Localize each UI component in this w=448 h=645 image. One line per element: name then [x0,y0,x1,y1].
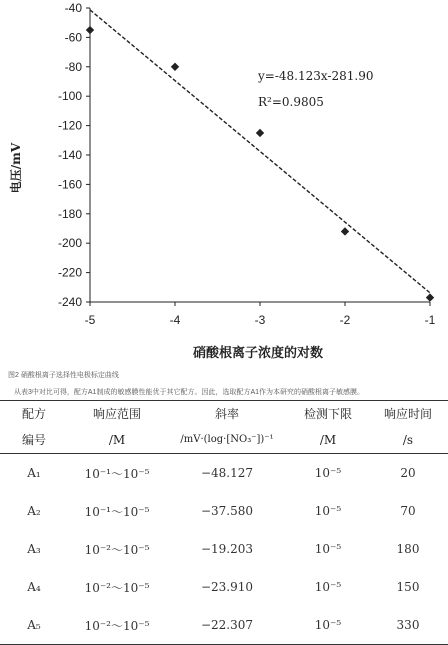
cell-slope: −22.307 [200,618,254,632]
cell-slope: −23.910 [200,580,254,594]
data-point [426,293,434,301]
cell-limit: 10⁻⁵ [314,542,342,556]
figure-caption: 图2 硝酸根离子选择性电极标定曲线 [8,372,119,379]
y-tick-label: -240 [57,295,82,309]
y-tick-label: -140 [57,148,82,162]
x-tick-label: -2 [339,313,351,327]
header-detection-limit: 检测下限 [303,407,352,421]
y-tick-label: -80 [64,59,82,74]
header-time-unit: /s [402,433,414,447]
cell-id: A₄ [27,580,41,594]
cell-slope: −19.203 [200,542,254,556]
x-axis-title: 硝酸根离子浓度的对数 [192,346,324,361]
table-row [0,454,448,493]
cell-time: 180 [396,542,420,556]
x-tick-label: -1 [424,313,436,327]
fit-r-squared: R²=0.9805 [258,95,324,109]
body-text: 从表3中对比可得，配方A1制成的敏感膜性能优于其它配方。因此，选取配方A1作为本研究的硝酸根离子敏感膜。 [14,389,365,396]
cell-limit: 10⁻⁵ [314,466,342,480]
x-tick-label: -5 [84,313,96,327]
cell-limit: 10⁻⁵ [314,618,342,632]
x-tick-label: -4 [169,313,181,327]
y-tick-label: -100 [57,89,82,104]
formula-table [0,400,448,645]
y-tick-label: -220 [57,265,82,280]
cell-slope: −37.580 [200,504,254,518]
cell-limit: 10⁻⁵ [314,504,342,518]
cell-id: A₁ [27,466,41,480]
data-point [256,129,264,137]
y-tick-label: -160 [57,177,82,192]
table-row [0,568,448,606]
x-tick-label: -3 [254,313,266,327]
header-formula-id-2: 编号 [21,433,46,447]
header-formula-id: 配方 [21,407,46,421]
y-tick-label: -120 [57,118,82,133]
fit-line [90,10,430,293]
cell-id: A₅ [27,618,41,632]
chart-axes [58,1,436,327]
cell-range: 10⁻²～10⁻⁵ [84,542,150,557]
cell-limit: 10⁻⁵ [314,580,342,594]
table-row [0,492,448,530]
header-limit-unit: /M [319,433,337,447]
table-header-units-row [0,427,448,454]
chart-marks [86,10,434,302]
cell-id: A₃ [27,542,41,556]
data-point [86,26,94,34]
y-tick-label: -180 [57,206,82,221]
fit-equation: y=-48.123x-281.90 [258,69,374,83]
table-header-row [0,401,448,428]
header-slope: 斜率 [214,407,239,421]
header-response-time: 响应时间 [383,407,432,421]
cell-range: 10⁻²～10⁻⁵ [84,618,150,633]
y-tick-label: -200 [57,236,82,251]
cell-range: 10⁻¹～10⁻⁵ [84,466,150,481]
cell-range: 10⁻²～10⁻⁵ [84,580,150,595]
cell-time: 330 [396,618,420,632]
table-row [0,530,448,568]
data-point [341,227,349,235]
header-range-unit: /M [108,433,126,447]
table-row [0,606,448,645]
header-slope-unit: /mV·(log·[NO₃⁻])⁻¹ [180,434,274,445]
y-tick-label: -60 [64,30,82,45]
y-axis-title: 电压/mV [9,142,23,194]
data-point [171,63,179,71]
cell-id: A₂ [27,504,41,518]
header-response-range: 响应范围 [92,407,141,421]
y-tick-label: -40 [64,1,82,15]
cell-time: 70 [400,504,416,518]
cell-range: 10⁻¹～10⁻⁵ [84,504,150,519]
cell-time: 20 [400,466,416,480]
cell-time: 150 [396,580,420,594]
cell-slope: −48.127 [200,466,254,480]
